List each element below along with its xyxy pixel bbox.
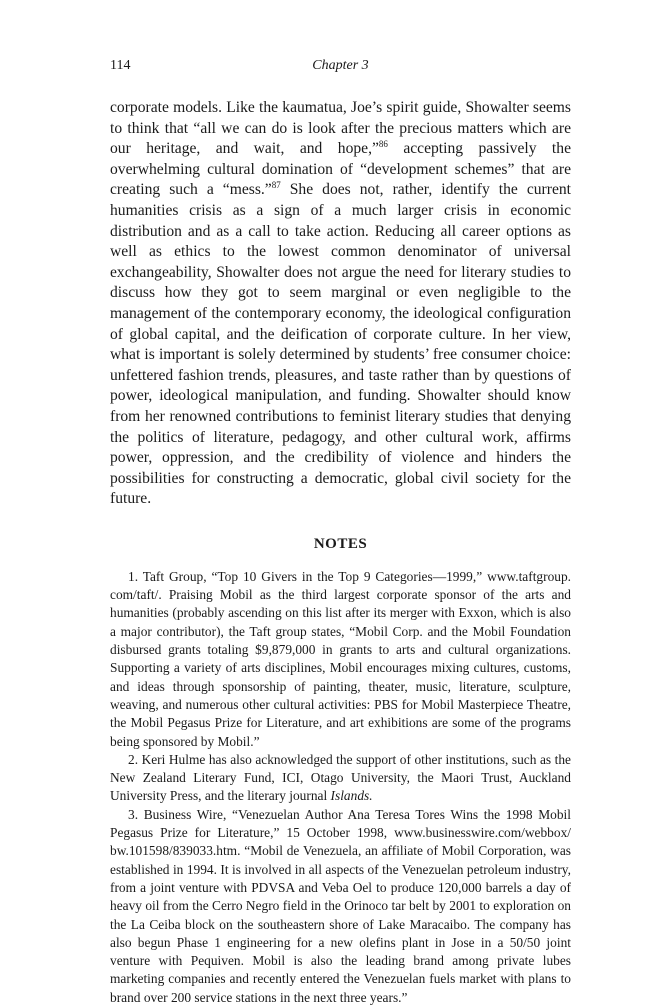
- running-head: [110, 58, 571, 82]
- note-2-journal-title: Islands.: [330, 788, 373, 804]
- notes-heading: NOTES: [313, 535, 368, 552]
- chapter-label: Chapter 3: [312, 58, 369, 73]
- body-text-part-3: She does not, rather, identify the current humanities crisis as a sign of a much larger crisis in economic distribution and as a call to take action. Reducing all career options as well as ethics to the lowest common denominator of universal exchangeability, Showalter does not argue the need for literary studies to discuss how they got to seem marginal or even negligible to the management of the contemporary economy, the ideological configuration of global capital, and the deification of corporate culture. In her view, what is important is solely determined by students’ free consumer choice: unfettered fashion trends, pleasures, and taste rather than by questions of power, ideological manipulation, and funding. Showalter should know from her renowned contributions to feminist literary studies that denying the politics of literature, pedagogy, and other cultural work, affirms power, oppression, and the credibility of violence and hinders the possibilities for constructing a democratic, global civil society for the future.: [110, 181, 571, 508]
- body-text-part-1: corporate models. Like the kaumatua, Joe’s spirit guide, Showalter seems to think that “all we can do is look after the precious matters which are our heritage, and wait, and hope,”: [110, 99, 571, 158]
- footnote-ref-87: 87: [271, 180, 281, 191]
- note-2: [110, 751, 571, 806]
- body-text-part-2: accepting passively the overwhelming cultural domination of “development schemes” that are creating such a “mess.”: [110, 140, 571, 199]
- footnote-ref-86: 86: [378, 139, 388, 150]
- page-number: 114: [110, 58, 131, 73]
- book-page: [110, 58, 571, 1007]
- body-paragraph: [110, 98, 571, 510]
- note-3: 3. Business Wire, “Venezuelan Author Ana Teresa Tores Wins the 1998 Mobil Pegasus Prize for Literature,” 15 October 1998, www.businesswire.com/webbox/ bw.101598/839033.htm. “Mobil de Venezuela, an affiliate of Mobil Corporation, was established in 1994. It is involved in all aspects of the Venezuelan petroleum industry, from a joint venture with PDVSA and Veba Oel to produce 120,000 barrels a day of heavy oil from the Cerro Negro field in the Orinoco tar belt by 2001 to exploration on the La Ceiba block on the southeastern shore of Lake Maracaibo. The company has also begun Phase 1 engineering for a new olefins plant in Jose in a 50/50 joint venture with Pequiven. Mobil is also the leading brand among private lubes marketing companies and recently entered the Venezuelan fuels market with plans to brand over 200 service stations in the next three years.”: [110, 806, 571, 1005]
- note-1: 1. Taft Group, “Top 10 Givers in the Top 9 Categories—1999,” www.taftgroup. com/taft/. Praising Mobil as the third largest corporate sponsor of the arts and humanities (probably ascending on this list after its merger with Exxon, which is also a major contributor), the Taft group states, “Mobil Corp. and the Mobil Foundation disbursed grants totaling $9,879,000 in grants to arts and cultural organizations. Supporting a variety of arts disciplines, Mobil encourages mixing cultures, customs, and ideas through sponsorship of painting, theater, music, literature, sculpture, weaving, and numerous other cultural activities: PBS for Mobil Masterpiece Theatre, the Mobil Pegasus Prize for Literature, and art exhibitions are some of the programs being sponsored by Mobil.”: [110, 568, 571, 749]
- note-2-text: 2. Keri Hulme has also acknowledged the support of other institutions, such as the New Zealand Literary Fund, ICI, Otago University, the Maori Trust, Auckland University Press, and the literary journal: [110, 751, 571, 804]
- notes-list: [110, 568, 571, 1007]
